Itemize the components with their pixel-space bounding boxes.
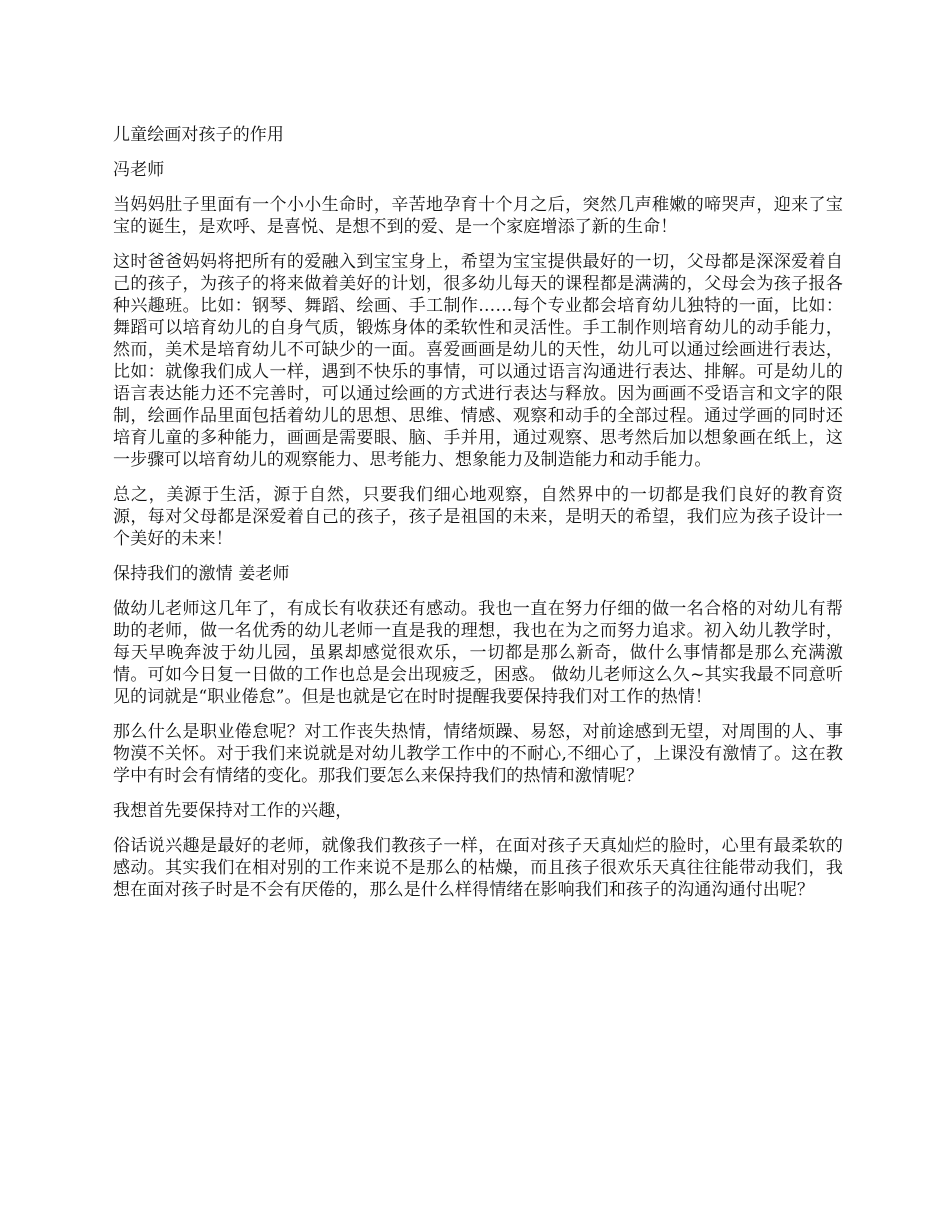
body-paragraph-5: 那么什么是职业倦怠呢？对工作丧失热情，情绪烦躁、易怒，对前途感到无望，对周围的人、事物漠不关怀。对于我们来说就是对幼儿教学工作中的不耐心,不细心了，上课没有激情了。这在教学中有时会有情绪的变化。那我们要怎么来保持我们的热情和激情呢？ <box>113 722 843 786</box>
document-page <box>113 124 843 914</box>
document-title: 儿童绘画对孩子的作用 <box>113 125 284 145</box>
body-paragraph-2: 这时爸爸妈妈将把所有的爱融入到宝宝身上，希望为宝宝提供最好的一切，父母都是深深爱着自己的孩子，为孩子的将来做着美好的计划，很多幼儿每天的课程都是满满的，父母会为孩子报各种兴趣班。比如：钢琴、舞蹈、绘画、手工制作……每个专业都会培育幼儿独特的一面，比如：舞蹈可以培育幼儿的自身气质，锻炼身体的柔软性和灵活性。手工制作则培育幼儿的动手能力，然而，美术是培育幼儿不可缺少的一面。喜爱画画是幼儿的天性，幼儿可以通过绘画进行表达，比如：就像我们成人一样，遇到不快乐的事情，可以通过语言沟通进行表达、排解。可是幼儿的语言表达能力还不完善时，可以通过绘画的方式进行表达与释放。因为画画不受语言和文字的限制，绘画作品里面包括着幼儿的思想、思维、情感、观察和动手的全部过程。通过学画的同时还培育儿童的多种能力，画画是需要眼、脑、手并用，通过观察、思考然后加以想象画在纸上，这一步骤可以培育幼儿的观察能力、思考能力、想象能力及制造能力和动手能力。 <box>113 252 843 470</box>
section-heading: 保持我们的激情 姜老师 <box>113 564 290 584</box>
body-paragraph-6: 我想首先要保持对工作的兴趣， <box>113 801 353 821</box>
body-paragraph-7: 俗话说兴趣是最好的老师，就像我们教孩子一样，在面对孩子天真灿烂的脸时，心里有最柔软的感动。其实我们在相对别的工作来说不是那么的枯燥，而且孩子很欢乐天真往往能带动我们，我想在面对孩子时是不会有厌倦的，那么是什么样得情绪在影响我们和孩子的沟通沟通付出呢？ <box>113 836 843 900</box>
body-paragraph-3: 总之，美源于生活，源于自然，只要我们细心地观察，自然界中的一切都是我们良好的教育资源，每对父母都是深爱着自己的孩子，孩子是祖国的未来，是明天的希望，我们应为孩子设计一个美好的未来！ <box>113 485 843 549</box>
body-paragraph-1: 当妈妈肚子里面有一个小小生命时，辛苦地孕育十个月之后，突然几声稚嫩的啼哭声，迎来了宝宝的诞生，是欢呼、是喜悦、是想不到的爱、是一个家庭增添了新的生命！ <box>113 195 843 237</box>
author-line: 冯老师 <box>113 160 165 180</box>
body-paragraph-4: 做幼儿老师这几年了，有成长有收获还有感动。我也一直在努力仔细的做一名合格的对幼儿有帮助的老师，做一名优秀的幼儿老师一直是我的理想，我也在为之而努力追求。初入幼儿教学时，每天早晚奔波于幼儿园，虽累却感觉很欢乐，一切都是那么新奇，做什么事情都是那么充满激情。可如今日复一日做的工作也总是会出现疲乏，困惑。 做幼儿老师这么久~其实我最不同意听见的词就是“职业倦怠”。但是也就是它在时时提醒我要保持我们对工作的热情！ <box>113 599 843 707</box>
